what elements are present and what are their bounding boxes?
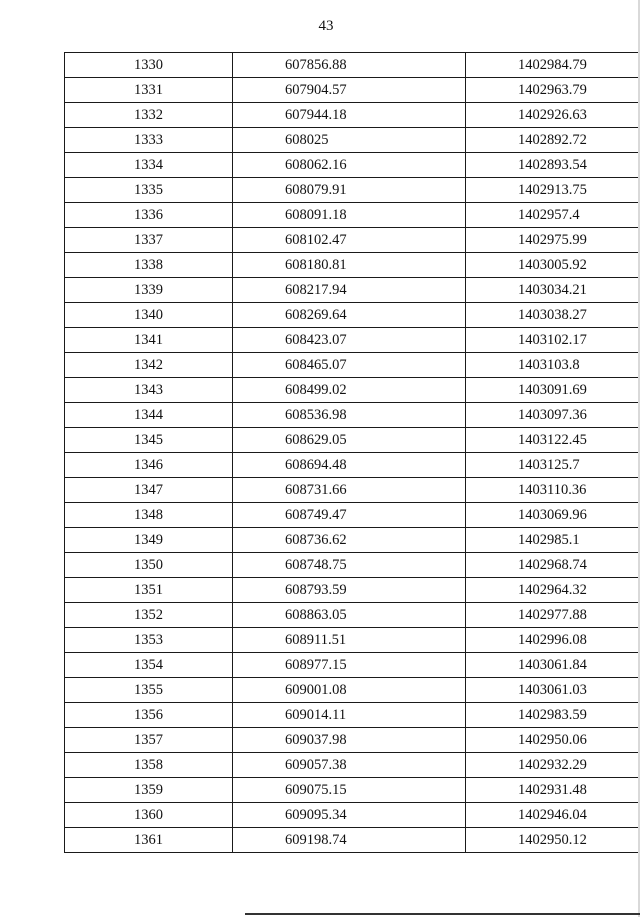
x-coordinate-cell: 608079.91: [233, 178, 466, 203]
x-coordinate-cell: 609057.38: [233, 753, 466, 778]
point-id-cell: 1350: [65, 553, 233, 578]
table-row: [65, 378, 640, 403]
table-row: [65, 178, 640, 203]
y-coordinate-cell: 1402985.1: [466, 528, 640, 553]
table-row: [65, 578, 640, 603]
table-row: [65, 253, 640, 278]
point-id-cell: 1347: [65, 478, 233, 503]
y-coordinate-cell: 1403110.36: [466, 478, 640, 503]
table-row: [65, 453, 640, 478]
x-coordinate-cell: 609037.98: [233, 728, 466, 753]
y-coordinate-cell: 1402926.63: [466, 103, 640, 128]
y-coordinate-cell: 1402893.54: [466, 153, 640, 178]
table-row: [65, 203, 640, 228]
point-id-cell: 1359: [65, 778, 233, 803]
point-id-cell: 1332: [65, 103, 233, 128]
point-id-cell: 1337: [65, 228, 233, 253]
point-id-cell: 1346: [65, 453, 233, 478]
table-row: [65, 628, 640, 653]
y-coordinate-cell: 1402931.48: [466, 778, 640, 803]
table-row: [65, 753, 640, 778]
y-coordinate-cell: 1402963.79: [466, 78, 640, 103]
table-row: [65, 328, 640, 353]
x-coordinate-cell: 608062.16: [233, 153, 466, 178]
y-coordinate-cell: 1402913.75: [466, 178, 640, 203]
point-id-cell: 1352: [65, 603, 233, 628]
x-coordinate-cell: 608423.07: [233, 328, 466, 353]
point-id-cell: 1343: [65, 378, 233, 403]
x-coordinate-cell: 608465.07: [233, 353, 466, 378]
x-coordinate-cell: 608977.15: [233, 653, 466, 678]
y-coordinate-cell: 1402950.12: [466, 828, 640, 853]
y-coordinate-cell: 1402957.4: [466, 203, 640, 228]
table-row: [65, 153, 640, 178]
y-coordinate-cell: 1402968.74: [466, 553, 640, 578]
y-coordinate-cell: 1403005.92: [466, 253, 640, 278]
y-coordinate-cell: 1402983.59: [466, 703, 640, 728]
point-id-cell: 1338: [65, 253, 233, 278]
y-coordinate-cell: 1403125.7: [466, 453, 640, 478]
x-coordinate-cell: 608217.94: [233, 278, 466, 303]
point-id-cell: 1360: [65, 803, 233, 828]
x-coordinate-cell: 607904.57: [233, 78, 466, 103]
point-id-cell: 1331: [65, 78, 233, 103]
table-row: [65, 78, 640, 103]
table-row: [65, 678, 640, 703]
table-row: [65, 703, 640, 728]
table-row: [65, 478, 640, 503]
bottom-rule: [245, 913, 640, 915]
x-coordinate-cell: 609014.11: [233, 703, 466, 728]
point-id-cell: 1358: [65, 753, 233, 778]
x-coordinate-cell: 608629.05: [233, 428, 466, 453]
y-coordinate-cell: 1402975.99: [466, 228, 640, 253]
y-coordinate-cell: 1403097.36: [466, 403, 640, 428]
x-coordinate-cell: 608269.64: [233, 303, 466, 328]
point-id-cell: 1345: [65, 428, 233, 453]
x-coordinate-cell: 608091.18: [233, 203, 466, 228]
table-row: [65, 653, 640, 678]
x-coordinate-cell: 607856.88: [233, 53, 466, 78]
point-id-cell: 1330: [65, 53, 233, 78]
x-coordinate-cell: 608749.47: [233, 503, 466, 528]
point-id-cell: 1357: [65, 728, 233, 753]
table-row: [65, 528, 640, 553]
x-coordinate-cell: 608748.75: [233, 553, 466, 578]
y-coordinate-cell: 1403122.45: [466, 428, 640, 453]
table-row: [65, 303, 640, 328]
point-id-cell: 1333: [65, 128, 233, 153]
x-coordinate-cell: 608694.48: [233, 453, 466, 478]
y-coordinate-cell: 1402977.88: [466, 603, 640, 628]
y-coordinate-cell: 1403034.21: [466, 278, 640, 303]
table-body: [65, 53, 640, 853]
table-row: [65, 728, 640, 753]
y-coordinate-cell: 1402932.29: [466, 753, 640, 778]
point-id-cell: 1354: [65, 653, 233, 678]
point-id-cell: 1336: [65, 203, 233, 228]
y-coordinate-cell: 1403103.8: [466, 353, 640, 378]
table-row: [65, 553, 640, 578]
point-id-cell: 1342: [65, 353, 233, 378]
x-coordinate-cell: 607944.18: [233, 103, 466, 128]
point-id-cell: 1341: [65, 328, 233, 353]
y-coordinate-cell: 1402946.04: [466, 803, 640, 828]
point-id-cell: 1353: [65, 628, 233, 653]
x-coordinate-cell: 608180.81: [233, 253, 466, 278]
table-row: [65, 503, 640, 528]
point-id-cell: 1334: [65, 153, 233, 178]
x-coordinate-cell: 608736.62: [233, 528, 466, 553]
x-coordinate-cell: 609198.74: [233, 828, 466, 853]
y-coordinate-cell: 1403069.96: [466, 503, 640, 528]
y-coordinate-cell: 1402892.72: [466, 128, 640, 153]
x-coordinate-cell: 608499.02: [233, 378, 466, 403]
table-row: [65, 803, 640, 828]
point-id-cell: 1348: [65, 503, 233, 528]
table-row: [65, 828, 640, 853]
table-row: [65, 53, 640, 78]
x-coordinate-cell: 608025: [233, 128, 466, 153]
y-coordinate-cell: 1402950.06: [466, 728, 640, 753]
y-coordinate-cell: 1403061.84: [466, 653, 640, 678]
page-number: 43: [318, 18, 334, 34]
point-id-cell: 1351: [65, 578, 233, 603]
coordinates-table: [64, 52, 640, 853]
point-id-cell: 1335: [65, 178, 233, 203]
point-id-cell: 1356: [65, 703, 233, 728]
x-coordinate-cell: 609001.08: [233, 678, 466, 703]
y-coordinate-cell: 1402996.08: [466, 628, 640, 653]
x-coordinate-cell: 608731.66: [233, 478, 466, 503]
x-coordinate-cell: 608793.59: [233, 578, 466, 603]
x-coordinate-cell: 608536.98: [233, 403, 466, 428]
point-id-cell: 1361: [65, 828, 233, 853]
y-coordinate-cell: 1402984.79: [466, 53, 640, 78]
y-coordinate-cell: 1402964.32: [466, 578, 640, 603]
table-row: [65, 103, 640, 128]
point-id-cell: 1340: [65, 303, 233, 328]
table-row: [65, 403, 640, 428]
y-coordinate-cell: 1403061.03: [466, 678, 640, 703]
table-row: [65, 428, 640, 453]
x-coordinate-cell: 609075.15: [233, 778, 466, 803]
point-id-cell: 1349: [65, 528, 233, 553]
point-id-cell: 1355: [65, 678, 233, 703]
x-coordinate-cell: 609095.34: [233, 803, 466, 828]
point-id-cell: 1344: [65, 403, 233, 428]
table-row: [65, 603, 640, 628]
x-coordinate-cell: 608863.05: [233, 603, 466, 628]
y-coordinate-cell: 1403102.17: [466, 328, 640, 353]
table-row: [65, 353, 640, 378]
table-row: [65, 228, 640, 253]
point-id-cell: 1339: [65, 278, 233, 303]
x-coordinate-cell: 608911.51: [233, 628, 466, 653]
table-row: [65, 128, 640, 153]
y-coordinate-cell: 1403091.69: [466, 378, 640, 403]
table-row: [65, 778, 640, 803]
y-coordinate-cell: 1403038.27: [466, 303, 640, 328]
x-coordinate-cell: 608102.47: [233, 228, 466, 253]
table-row: [65, 278, 640, 303]
